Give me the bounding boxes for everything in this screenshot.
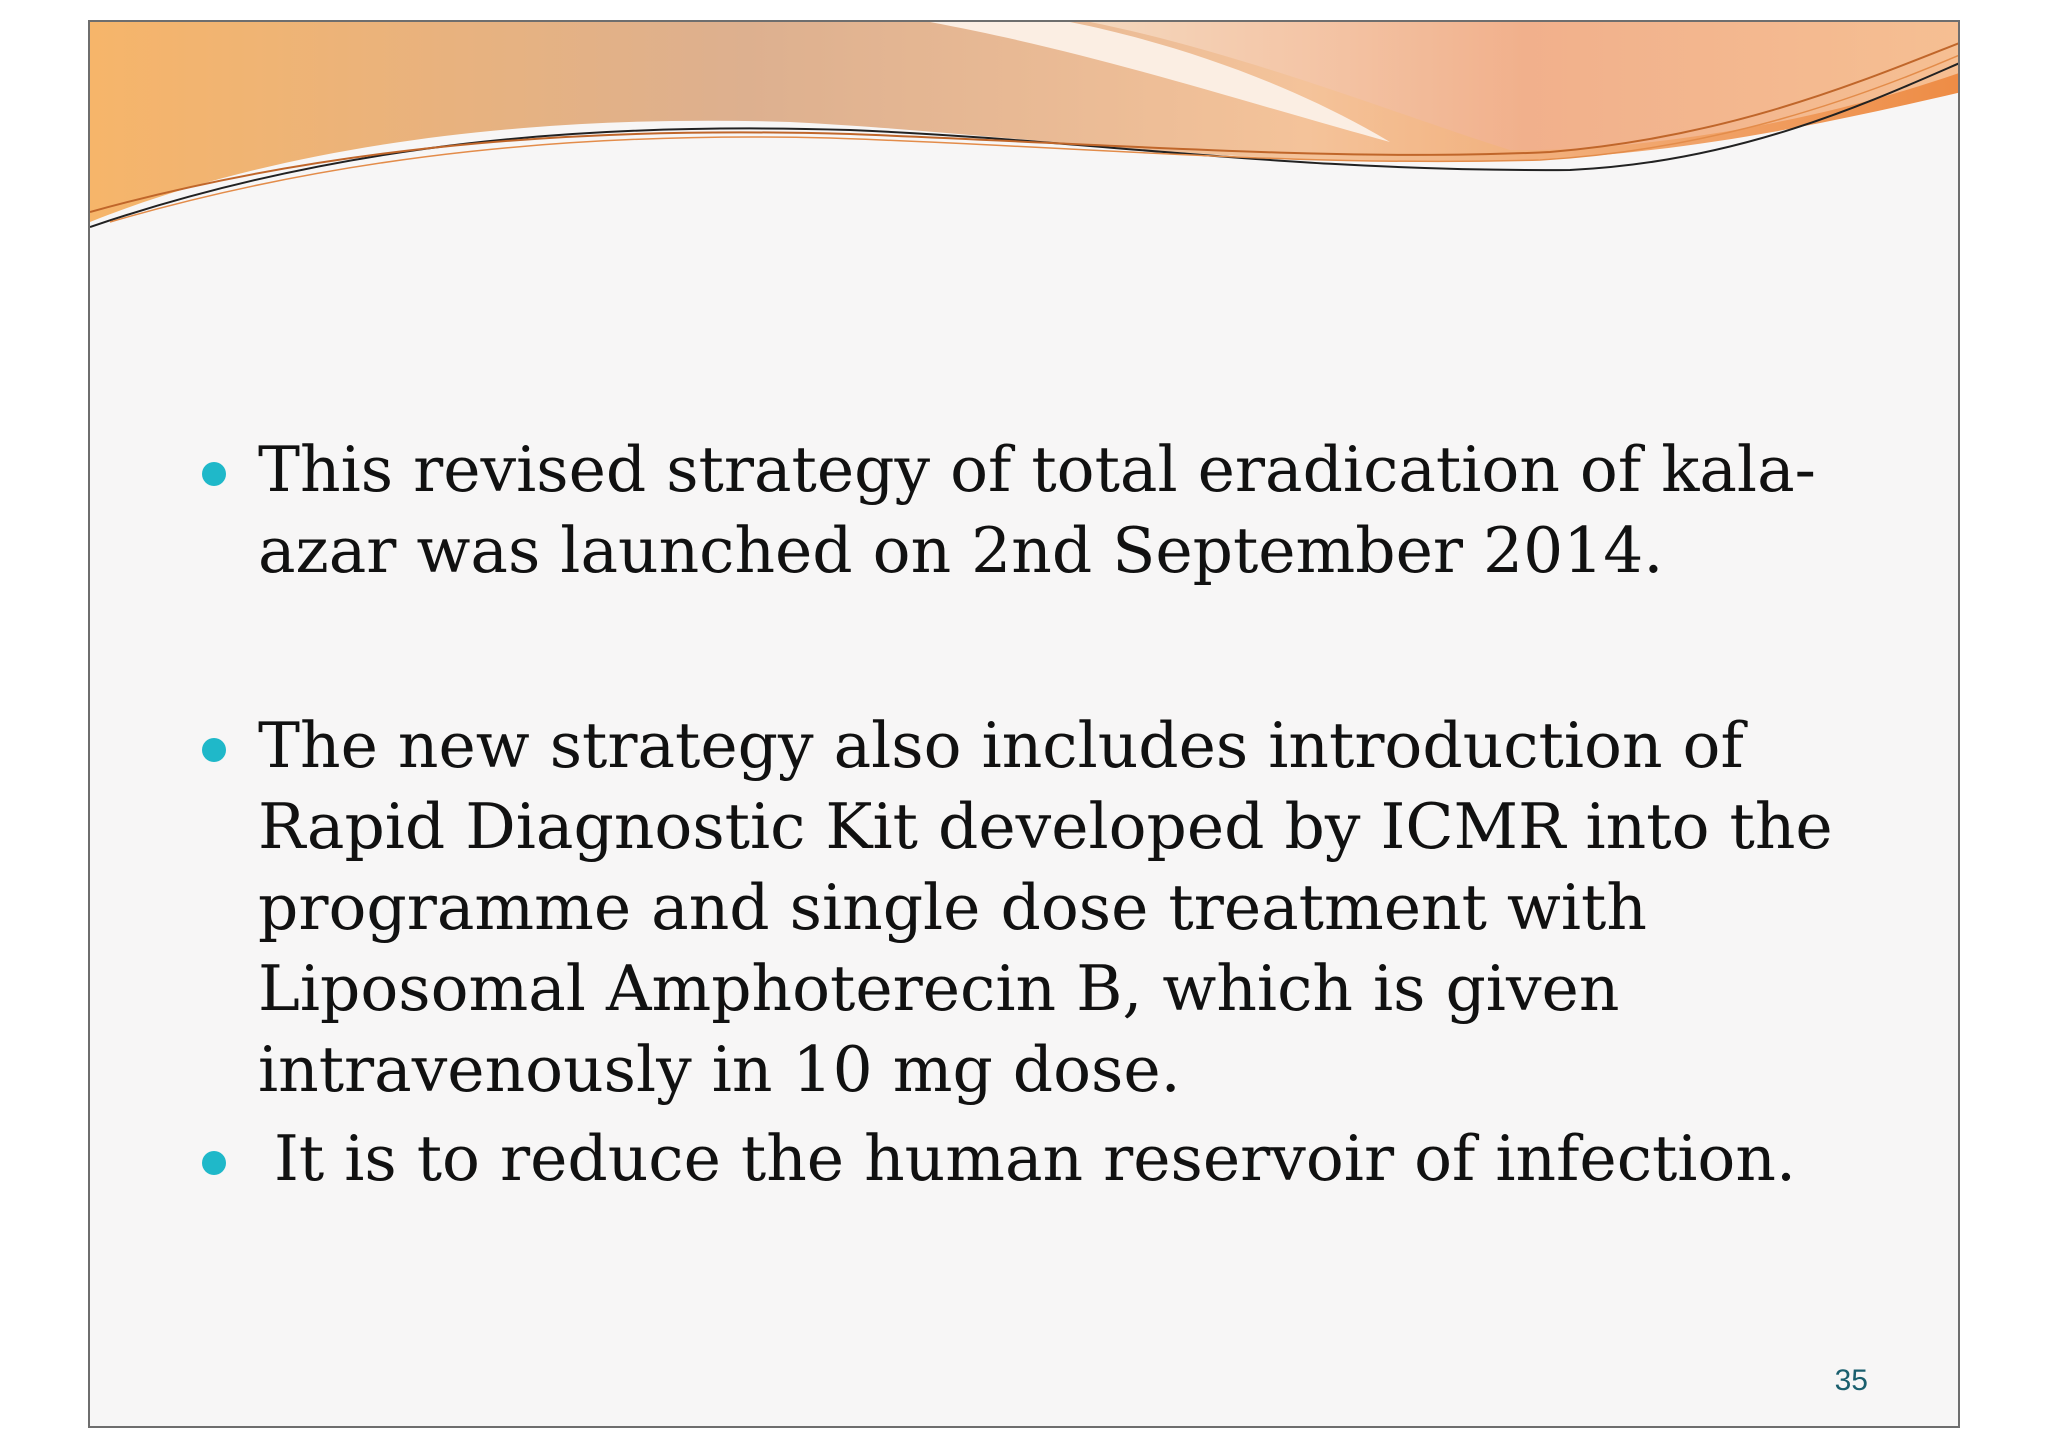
bullet-text: It is to reduce the human reservoir of infection. bbox=[274, 1122, 1796, 1195]
bullet-text: This revised strategy of total eradication of kala-azar was launched on 2nd September 2014. bbox=[258, 433, 1816, 587]
bullet-item bbox=[258, 705, 1908, 1110]
bullet-item bbox=[258, 429, 1908, 591]
bullet-item bbox=[258, 1118, 1924, 1199]
slide bbox=[88, 20, 1960, 1428]
bullet-dot-icon bbox=[202, 738, 226, 762]
bullet-dot-icon bbox=[202, 462, 226, 486]
bullet-text: The new strategy also includes introduction of Rapid Diagnostic Kit developed by ICMR into the programme and single dose treatment with Liposomal Amphoterecin B, which is given intravenously in 10 mg dose. bbox=[258, 709, 1833, 1106]
decorative-wave-header bbox=[90, 22, 1960, 252]
bullet-dot-icon bbox=[202, 1151, 226, 1175]
page-number: 35 bbox=[1834, 1364, 1868, 1397]
